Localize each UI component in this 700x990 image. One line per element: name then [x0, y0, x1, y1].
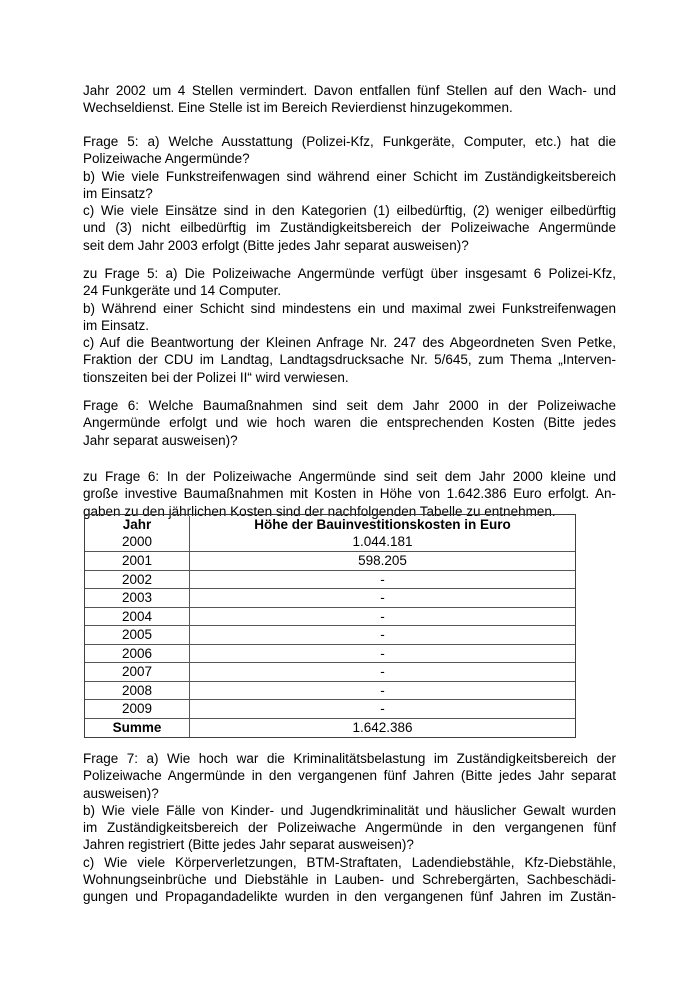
text-line: zu Frage 5: a) Die Polizeiwache Angermünde verfügt über insgesamt 6 Polizei-Kfz, [83, 266, 616, 281]
table-row [85, 570, 575, 589]
table-row [85, 588, 575, 607]
cost-cell: - [380, 590, 385, 605]
text-line: Jahr 2002 um 4 Stellen vermindert. Davon entfallen fünf Stellen auf den Wach- und [83, 83, 616, 98]
para-frage-5 [83, 133, 616, 254]
year-cell: 2009 [85, 700, 190, 718]
table-row [85, 644, 575, 663]
cost-cell: - [380, 645, 385, 661]
text-line: im Einsatz. [83, 317, 150, 333]
para-stellen [83, 82, 616, 117]
text-line: 24 Funkgeräte und 14 Computer. [83, 283, 282, 299]
year-cell: 2004 [85, 608, 190, 626]
text-line: b) Während einer Schicht sind mindestens ein und maximal zwei Funkstreifenwagen [83, 300, 616, 316]
para-zu-frage-5 [83, 265, 616, 386]
table-row [85, 699, 575, 718]
text-line: b) Wie viele Fälle von Kinder- und Jugendkriminalität und häuslicher Gewalt wurden [83, 802, 616, 818]
text-line: Jahr separat ausweisen)? [83, 432, 238, 448]
cost-cell: - [380, 627, 385, 642]
table-sum-row [85, 718, 575, 737]
text-line: Frage 5: a) Welche Ausstattung (Polizei-Kfz, Funkgeräte, Computer, etc.) hat die [83, 134, 616, 149]
year-cell: 2001 [85, 552, 190, 570]
year-value-2000: 2000 [121, 534, 153, 550]
text-line: Wechseldienst. Eine Stelle ist im Bereich Revierdienst hinzugekommen. [83, 100, 513, 116]
text-line: und (3) nicht eilbedürftig im Zuständigkeitsbereich der Polizeiwache Angermünde [83, 220, 616, 236]
year-cell: 2007 [85, 663, 190, 681]
cost-cell: - [380, 664, 385, 679]
table-row [85, 607, 575, 626]
table-row [85, 662, 575, 681]
table-row [85, 625, 575, 644]
sum-label-cell: Summe [85, 719, 190, 737]
text-line: b) Wie viele Funkstreifenwagen sind während einer Schicht im Zuständigkeitsbereich [83, 168, 616, 184]
table-header-row [85, 515, 575, 551]
cost-cell: - [380, 682, 385, 698]
para-frage-7 [83, 750, 616, 906]
text-line: Jahren registriert (Bitte jedes Jahr separat ausweisen)? [83, 837, 414, 853]
text-line: Frage 7: a) Wie hoch war die Kriminalitätsbelastung im Zuständigkeitsbereich der [83, 751, 616, 766]
table-row [85, 681, 575, 700]
text-line: Frage 6: Welche Baumaßnahmen sind seit dem Jahr 2000 in der Polizeiwache [83, 398, 616, 413]
bauinvestitionen-table [84, 514, 576, 738]
year-cell: 2008 [85, 682, 190, 700]
text-line: im Zuständigkeitsbereich der Polizeiwache Angermünde in den vergangenen fünf [83, 820, 616, 836]
text-line: Angermünde erfolgt und wie hoch waren die entsprechenden Kosten (Bitte jedes [83, 415, 616, 431]
text-line: c) Wie viele Körperverletzungen, BTM-Straftaten, Ladendiebstähle, Kfz-Diebstähle, [83, 854, 616, 870]
cost-cell: - [380, 701, 385, 716]
table-row [85, 551, 575, 570]
year-header-cell [85, 516, 190, 551]
text-line: große investive Baumaßnahmen mit Kosten in Höhe von 1.642.386 Euro erfolgt. An- [83, 486, 616, 502]
year-header-label: Jahr [122, 517, 152, 532]
year-cell: 2005 [85, 626, 190, 644]
text-line: gaben zu den jährlichen Kosten sind der nachfolgenden Tabelle zu entnehmen. [83, 503, 556, 519]
text-line: Polizeiwache Angermünde in den vergangenen fünf Jahren (Bitte jedes Jahr separat [83, 768, 616, 784]
text-line: Fraktion der CDU im Landtag, Landtagsdrucksache Nr. 5/645, zum Thema „Interven- [83, 352, 616, 368]
year-cell: 2002 [85, 571, 190, 589]
text-line: gungen und Propagandadelikte wurden in den vergangenen fünf Jahren im Zustän- [83, 889, 616, 905]
text-line: Wohnungseinbrüche und Diebstähle in Lauben- und Schrebergärten, Sachbeschädi- [83, 872, 616, 888]
text-line: c) Auf die Beantwortung der Kleinen Anfrage Nr. 247 des Abgeordneten Sven Petke, [83, 335, 616, 351]
text-line: c) Wie viele Einsätze sind in den Kategorien (1) eilbedürftig, (2) weniger eilbedürftig [83, 203, 616, 219]
text-line: im Einsatz? [83, 185, 153, 201]
cost-cell: 598.205 [358, 553, 407, 568]
para-frage-6 [83, 397, 616, 449]
cost-header-cell [190, 516, 575, 551]
text-line: ausweisen)? [83, 785, 159, 801]
cost-cell: - [380, 571, 385, 587]
cost-value-2000: 1.044.181 [352, 534, 413, 550]
text-line: zu Frage 6: In der Polizeiwache Angermünde sind seit dem Jahr 2000 kleine und [83, 469, 616, 484]
year-cell: 2006 [85, 645, 190, 663]
text-line: seit dem Jahr 2003 erfolgt (Bitte jedes Jahr separat ausweisen)? [83, 237, 469, 253]
cost-header-label: Höhe der Bauinvestitionskosten in Euro [254, 517, 511, 532]
sum-value-cell: 1.642.386 [352, 719, 413, 735]
year-cell: 2003 [85, 589, 190, 607]
para-zu-frage-6 [83, 468, 616, 520]
cost-cell: - [380, 608, 385, 624]
text-line: Polizeiwache Angermünde? [83, 151, 250, 167]
text-line: tionszeiten bei der Polizei II“ wird verwiesen. [83, 369, 349, 385]
